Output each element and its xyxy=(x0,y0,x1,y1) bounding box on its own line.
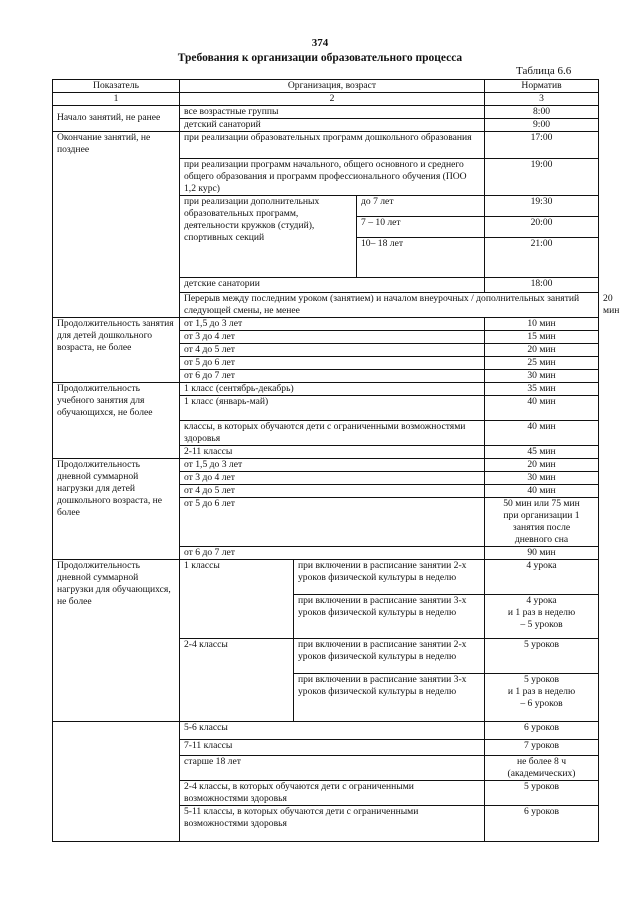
org-cell: 5-6 классы xyxy=(180,721,485,739)
norm-cell: 8:00 xyxy=(485,105,599,118)
org-cell: 7-11 классы xyxy=(180,739,485,755)
norm-cell: 19:30 xyxy=(485,195,599,216)
norm-cell: 5 уроков xyxy=(485,780,599,805)
org-cell: от 4 до 5 лет xyxy=(180,484,485,497)
page-title: Требования к организации образовательного процесса xyxy=(177,52,463,64)
condition-cell: при включении в расписание занятии 3-х уроков физической культуры в неделю xyxy=(294,673,485,721)
norm-cell: 15 мин xyxy=(485,330,599,343)
org-cell: от 1,5 до 3 лет xyxy=(180,458,485,471)
norm-line: занятия после xyxy=(512,521,571,533)
norm-cell: 6 уроков xyxy=(485,805,599,841)
org-cell: классы, в которых обучаются дети с ограниченными возможностями здоровья xyxy=(180,420,485,445)
norm-cell xyxy=(485,497,599,546)
org-cell: 2-4 классы, в которых обучаются дети с ограниченными возможностями здоровья xyxy=(180,780,485,805)
org-cell: 5-11 классы, в которых обучаются дети с ограниченными возможностями здоровья xyxy=(180,805,485,841)
indicator-cell xyxy=(53,721,180,841)
norm-cell: 10 мин xyxy=(485,317,599,330)
col-number: 3 xyxy=(485,92,599,105)
indicator-cell: Продолжительность дневной суммарной нагрузки для обучающихся, не более xyxy=(53,559,180,721)
norm-cell: 4 урока xyxy=(485,559,599,594)
indicator-cell: Продолжительность дневной суммарной нагрузки для детей дошкольного возраста, не более xyxy=(53,458,180,559)
org-cell: старше 18 лет xyxy=(180,755,485,780)
norm-cell: 40 мин xyxy=(485,420,599,445)
org-cell: 1 класс (сентябрь-декабрь) xyxy=(180,382,485,395)
norm-cell: 19:00 xyxy=(485,158,599,195)
org-cell: от 3 до 4 лет xyxy=(180,330,485,343)
norm-cell: 20 мин xyxy=(485,458,599,471)
norm-line: (академических) xyxy=(507,767,576,779)
col-number: 2 xyxy=(180,92,485,105)
norm-cell: 7 уроков xyxy=(485,739,599,755)
header-organization: Организация, возраст xyxy=(180,80,485,93)
norm-line: 4 урока xyxy=(526,594,557,606)
norm-cell: 9:00 xyxy=(485,118,599,131)
norm-line: при организации 1 xyxy=(503,509,580,521)
norm-cell: 20:00 xyxy=(485,216,599,237)
norm-line: – 5 уроков xyxy=(520,618,563,630)
norm-cell: 5 уроков xyxy=(485,638,599,673)
org-cell: от 6 до 7 лет xyxy=(180,546,485,559)
org-cell: детские санатории xyxy=(180,277,485,292)
column-number-row xyxy=(53,92,599,105)
norm-cell xyxy=(485,594,599,638)
norm-line: 50 мин или 75 мин xyxy=(503,497,580,509)
org-cell: при реализации дополнительных образовательных программ, деятельности кружков (студий), спортивных секций xyxy=(180,195,357,277)
requirements-table xyxy=(52,79,620,842)
indicator-cell: Продолжительность занятия для детей дошкольного возраста, не более xyxy=(53,317,180,382)
indicator-cell: Продолжительность учебного занятия для обучающихся, не более xyxy=(53,382,180,458)
norm-cell: 21:00 xyxy=(485,237,599,277)
org-cell: 2-11 классы xyxy=(180,445,485,458)
table-row xyxy=(53,458,599,471)
table-row xyxy=(53,559,599,594)
indicator-cell: Окончание занятий, не позднее xyxy=(53,131,180,317)
org-cell: все возрастные группы xyxy=(180,105,485,118)
age-cell: 7 – 10 лет xyxy=(357,216,485,237)
org-cell: от 6 до 7 лет xyxy=(180,369,485,382)
header-indicator: Показатель xyxy=(53,80,180,93)
org-cell: 1 класс (январь-май) xyxy=(180,395,485,420)
org-cell: от 1,5 до 3 лет xyxy=(180,317,485,330)
org-cell: при реализации образовательных программ дошкольного образования xyxy=(180,131,485,158)
norm-line: – 6 уроков xyxy=(520,697,563,709)
norm-cell: 90 мин xyxy=(485,546,599,559)
table-caption: Таблица 6.6 xyxy=(516,65,572,77)
norm-cell: 40 мин xyxy=(485,395,599,420)
table-row xyxy=(53,105,599,118)
org-cell: от 5 до 6 лет xyxy=(180,356,485,369)
age-cell: до 7 лет xyxy=(357,195,485,216)
condition-cell: при включении в расписание занятии 2-х уроков физической культуры в неделю xyxy=(294,638,485,673)
condition-cell: при включении в расписание занятии 3-х уроков физической культуры в неделю xyxy=(294,594,485,638)
table-row: Перерыв между последним уроком (занятием) и началом внеурочных / дополнительных занятий следующей смены, не менее 20 мин xyxy=(53,292,599,317)
norm-line: 5 уроков xyxy=(523,673,560,685)
condition-cell: при включении в расписание занятии 2-х уроков физической культуры в неделю xyxy=(294,559,485,594)
org-cell: детский санаторий xyxy=(180,118,485,131)
norm-cell: 17:00 xyxy=(485,131,599,158)
age-cell: 10– 18 лет xyxy=(357,237,485,277)
norm-cell: 45 мин xyxy=(485,445,599,458)
norm-cell: 6 уроков xyxy=(485,721,599,739)
grade-cell: 1 классы xyxy=(180,559,294,638)
norm-cell: 35 мин xyxy=(485,382,599,395)
org-cell: от 5 до 6 лет xyxy=(180,497,485,546)
norm-line: и 1 раз в неделю xyxy=(507,685,576,697)
page-number: 374 xyxy=(311,37,329,49)
norm-cell: 18:00 xyxy=(485,277,599,292)
norm-line: не более 8 ч xyxy=(516,755,567,767)
norm-cell xyxy=(485,755,599,780)
norm-cell: 25 мин xyxy=(485,356,599,369)
grade-cell: 2-4 классы xyxy=(180,638,294,721)
org-cell: при реализации программ начального, общего основного и среднего общего образования и программ профессионального обучения (ПОО 1,2 курс) xyxy=(180,158,485,195)
indicator-cell: Начало занятий, не ранее xyxy=(53,105,180,131)
norm-cell: 30 мин xyxy=(485,471,599,484)
norm-cell: 40 мин xyxy=(485,484,599,497)
indicator-cell: Перерыв между последним уроком (занятием) и началом внеурочных / дополнительных занятий следующей смены, не менее xyxy=(180,292,599,317)
norm-cell: 30 мин xyxy=(485,369,599,382)
norm-line: и 1 раз в неделю xyxy=(507,606,576,618)
org-cell: от 3 до 4 лет xyxy=(180,471,485,484)
norm-cell xyxy=(485,673,599,721)
col-number: 1 xyxy=(53,92,180,105)
table-row xyxy=(53,721,599,739)
table-row xyxy=(53,382,599,395)
org-cell: от 4 до 5 лет xyxy=(180,343,485,356)
table-row xyxy=(53,131,599,158)
norm-cell: 20 мин xyxy=(485,343,599,356)
norm-line: дневного сна xyxy=(514,533,569,545)
header-row xyxy=(53,80,599,93)
header-norm: Норматив xyxy=(485,80,599,93)
table-row xyxy=(53,317,599,330)
